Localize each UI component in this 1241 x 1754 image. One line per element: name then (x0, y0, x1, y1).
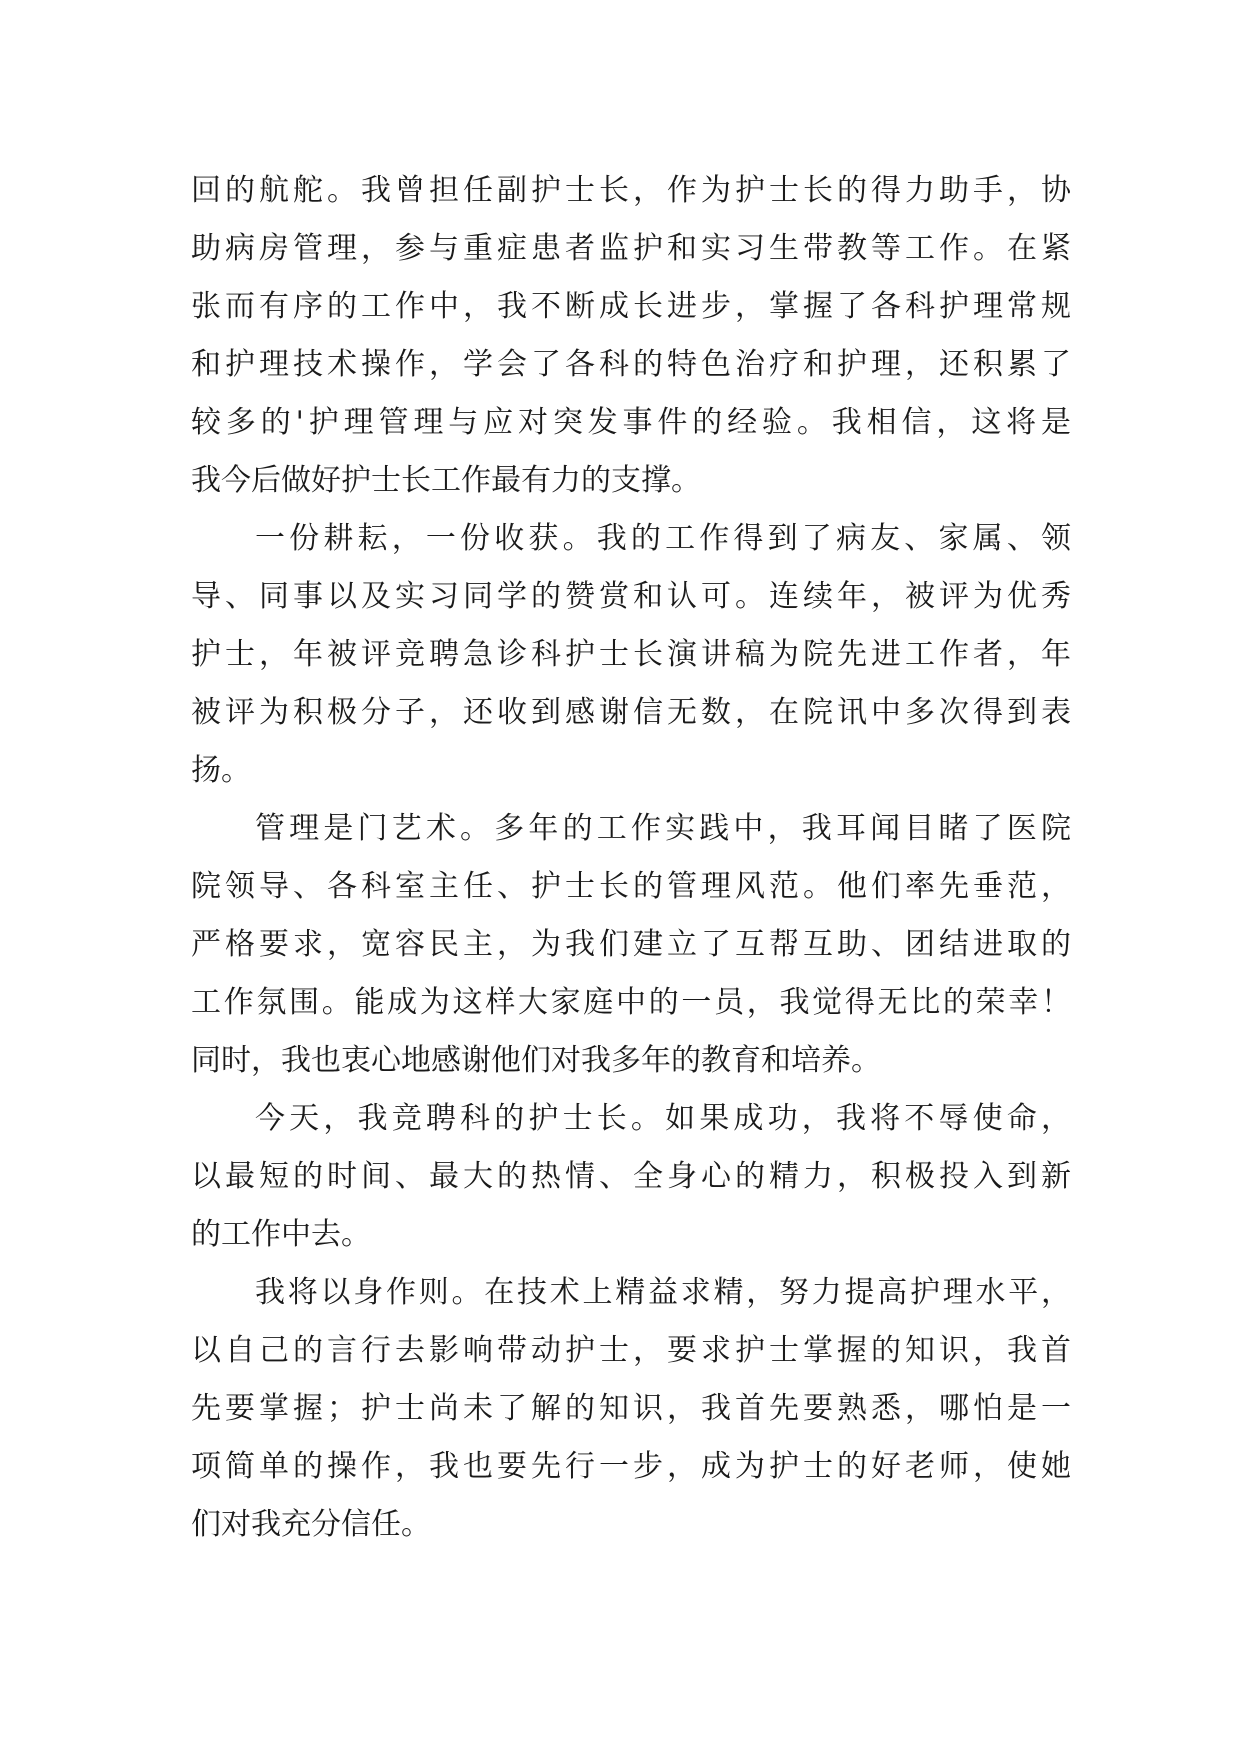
document-body (191, 162, 1071, 1554)
text-line: 我今后做好护士长工作最有力的支撑。 (191, 463, 701, 498)
text-line: 被评为积极分子，还收到感谢信无数，在院讯中多次得到表 (191, 695, 1071, 730)
text-line: 院领导、各科室主任、护士长的管理风范。他们率先垂范， (191, 869, 1071, 904)
text-line: 先要掌握；护士尚未了解的知识，我首先要熟悉，哪怕是一 (191, 1391, 1071, 1426)
text-line: 同时，我也衷心地感谢他们对我多年的教育和培养。 (191, 1043, 881, 1078)
paragraph (191, 800, 1071, 1090)
text-line: 护士，年被评竞聘急诊科护士长演讲稿为院先进工作者，年 (191, 637, 1071, 672)
text-line: 助病房管理，参与重症患者监护和实习生带教等工作。在紧 (191, 231, 1071, 266)
text-line: 以自己的言行去影响带动护士，要求护士掌握的知识，我首 (191, 1333, 1071, 1368)
paragraph (191, 510, 1071, 800)
text-line: 项简单的操作，我也要先行一步，成为护士的好老师，使她 (191, 1449, 1071, 1484)
text-line: 我将以身作则。在技术上精益求精，努力提高护理水平， (255, 1275, 1071, 1310)
text-line: 们对我充分信任。 (191, 1507, 431, 1542)
paragraph (191, 162, 1071, 510)
text-line: 今天，我竞聘科的护士长。如果成功，我将不辱使命， (255, 1101, 1071, 1136)
paragraph (191, 1264, 1071, 1554)
text-line: 工作氛围。能成为这样大家庭中的一员，我觉得无比的荣幸！ (191, 985, 1071, 1020)
text-line: 严格要求，宽容民主，为我们建立了互帮互助、团结进取的 (191, 927, 1071, 962)
text-line: 一份耕耘，一份收获。我的工作得到了病友、家属、领 (255, 521, 1071, 556)
text-line: 回的航舵。我曾担任副护士长，作为护士长的得力助手，协 (191, 173, 1071, 208)
text-line: 导、同事以及实习同学的赞赏和认可。连续年，被评为优秀 (191, 579, 1071, 614)
text-line: 扬。 (191, 753, 251, 788)
text-line: 的工作中去。 (191, 1217, 371, 1252)
text-line: 和护理技术操作，学会了各科的特色治疗和护理，还积累了 (191, 347, 1071, 382)
text-line: 张而有序的工作中，我不断成长进步，掌握了各科护理常规 (191, 289, 1071, 324)
text-line: 以最短的时间、最大的热情、全身心的精力，积极投入到新 (191, 1159, 1071, 1194)
paragraph (191, 1090, 1071, 1264)
text-line: 管理是门艺术。多年的工作实践中，我耳闻目睹了医院 (255, 811, 1071, 846)
text-line: 较多的'护理管理与应对突发事件的经验。我相信，这将是 (191, 405, 1071, 440)
